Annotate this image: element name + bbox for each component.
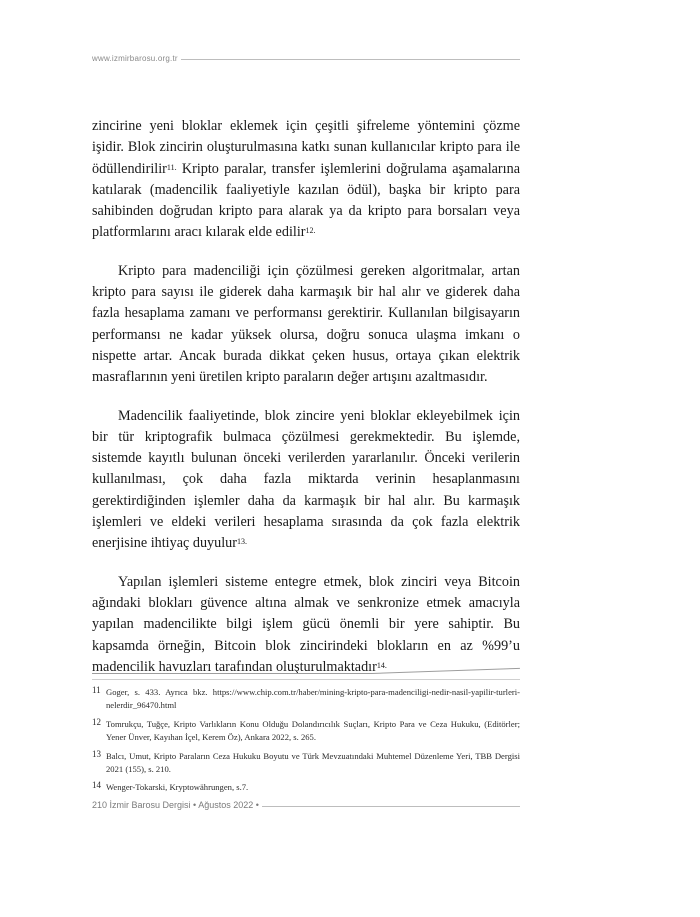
body-text	[92, 116, 520, 695]
footnote-text: Balcı, Umut, Kripto Paraların Ceza Hukuku Boyutu ve Türk Mevzuatındaki Muhtemel Düzenleme Yeri, TBB Dergisi 2021 (155), s. 210.	[106, 750, 520, 775]
paragraph-1	[92, 116, 520, 244]
footnote-ref-14: 14.	[376, 660, 387, 670]
paragraph-4	[92, 572, 520, 678]
paragraph-2	[92, 261, 520, 389]
footnotes	[92, 686, 520, 800]
footnote-separator	[92, 673, 520, 685]
paragraph-1-text-a: zincirine yeni bloklar eklemek için çeşitli şifreleme yöntemini çözme işidir. Blok zincirin oluşturulmasına katkı sunan kullanıcılar kripto para ile ödüllendirilir	[92, 118, 520, 177]
footnote-number: 14	[92, 780, 101, 791]
footnote-number: 12	[92, 716, 101, 727]
footnote-14	[92, 781, 520, 794]
footnote-number: 11	[92, 685, 101, 695]
footnote-text: Goger, s. 433. Ayrıca bkz. https://www.chip.com.tr/haber/mining-kripto-para-madenciligi-nedir-nasil-yapilir-turleri-nelerdir_96470.html	[106, 687, 520, 711]
footer-text: 210 İzmir Barosu Dergisi • Ağustos 2022 •	[92, 800, 262, 810]
footnote-12	[92, 718, 520, 745]
footnote-ref-13: 13.	[237, 537, 247, 547]
footnote-ref-11: 11.	[166, 162, 177, 172]
footnote-text: Tomrukçu, Tuğçe, Kripto Varlıkların Konu Olduğu Dolandırıcılık Suçları, Kripto Para ve Ceza Hukuku, (Editörler; Yener Ünver, Kayıhan İçel, Kerem Öz), Ankara 2022, s. 265.	[106, 718, 520, 743]
paragraph-2-text: Kripto para madenciliği için çözülmesi gereken algoritmalar, artan kripto para sayısı ile giderek daha karmaşık bir hal alır ve giderek daha fazla hesaplama zamanı ve performansı gerektirir. Kullanılan bilgisayarın performansı ne kadar yüksek olursa, doğru sonuca ulaşma imkanı o nispette artar. Ancak burada dikkat çeken husus, ortaya çıkan elektrik masraflarının yeni üretilen kripto paraların değer artışını azaltmasıdır.	[92, 262, 520, 386]
running-footer	[92, 800, 520, 814]
paragraph-4-text: Yapılan işlemleri sisteme entegre etmek, blok zinciri veya Bitcoin ağındaki blokları güvence altına almak ve senkronize etmek amacıyla yapılan madencilikte bilgi işlem gücü önemli bir yere sahiptir. Bu kapsamda örneğin, Bitcoin blok zincirindeki blokların en az %99’u madencilik havuzları tarafından oluşturulmaktadır	[92, 573, 520, 675]
footnote-13	[92, 750, 520, 777]
footnote-text: Wenger-Tokarski, Kryptowährungen, s.7.	[106, 782, 249, 793]
paragraph-3	[92, 406, 520, 555]
footnote-11	[92, 686, 520, 713]
header-url: www.izmirbarosu.org.tr	[92, 54, 181, 63]
footnote-number: 13	[92, 748, 101, 759]
paragraph-3-text: Madencilik faaliyetinde, blok zincire yeni bloklar ekleyebilmek için bir tür kriptografik bulmaca çözülmesi gerekmektedir. Bu işlemde, sistemde kayıtlı bulunan önceki verilerden yararlanılır. Önceki verilerin kullanılması, çok daha fazla miktarda verinin hesaplanmasını gerektirdiğinden işlemler daha da karmaşık bir hal alır. Bu karmaşık işlemleri ve eldeki verileri hesaplama sırasında da çok fazla elektrik enerjisine ihtiyaç duyulur	[92, 407, 520, 552]
footnote-ref-12: 12.	[305, 226, 316, 236]
running-header	[92, 54, 520, 66]
paragraph-1-text-b: Kripto paralar, transfer işlemlerini doğrulama aşamalarına katılarak (madencilik faaliyetiyle kazılan ödül), başka bir kripto para sahibinden doğrudan kripto para alarak ya da kripto para borsaları veya platformlarını aracı kılarak elde edilir	[92, 160, 520, 241]
